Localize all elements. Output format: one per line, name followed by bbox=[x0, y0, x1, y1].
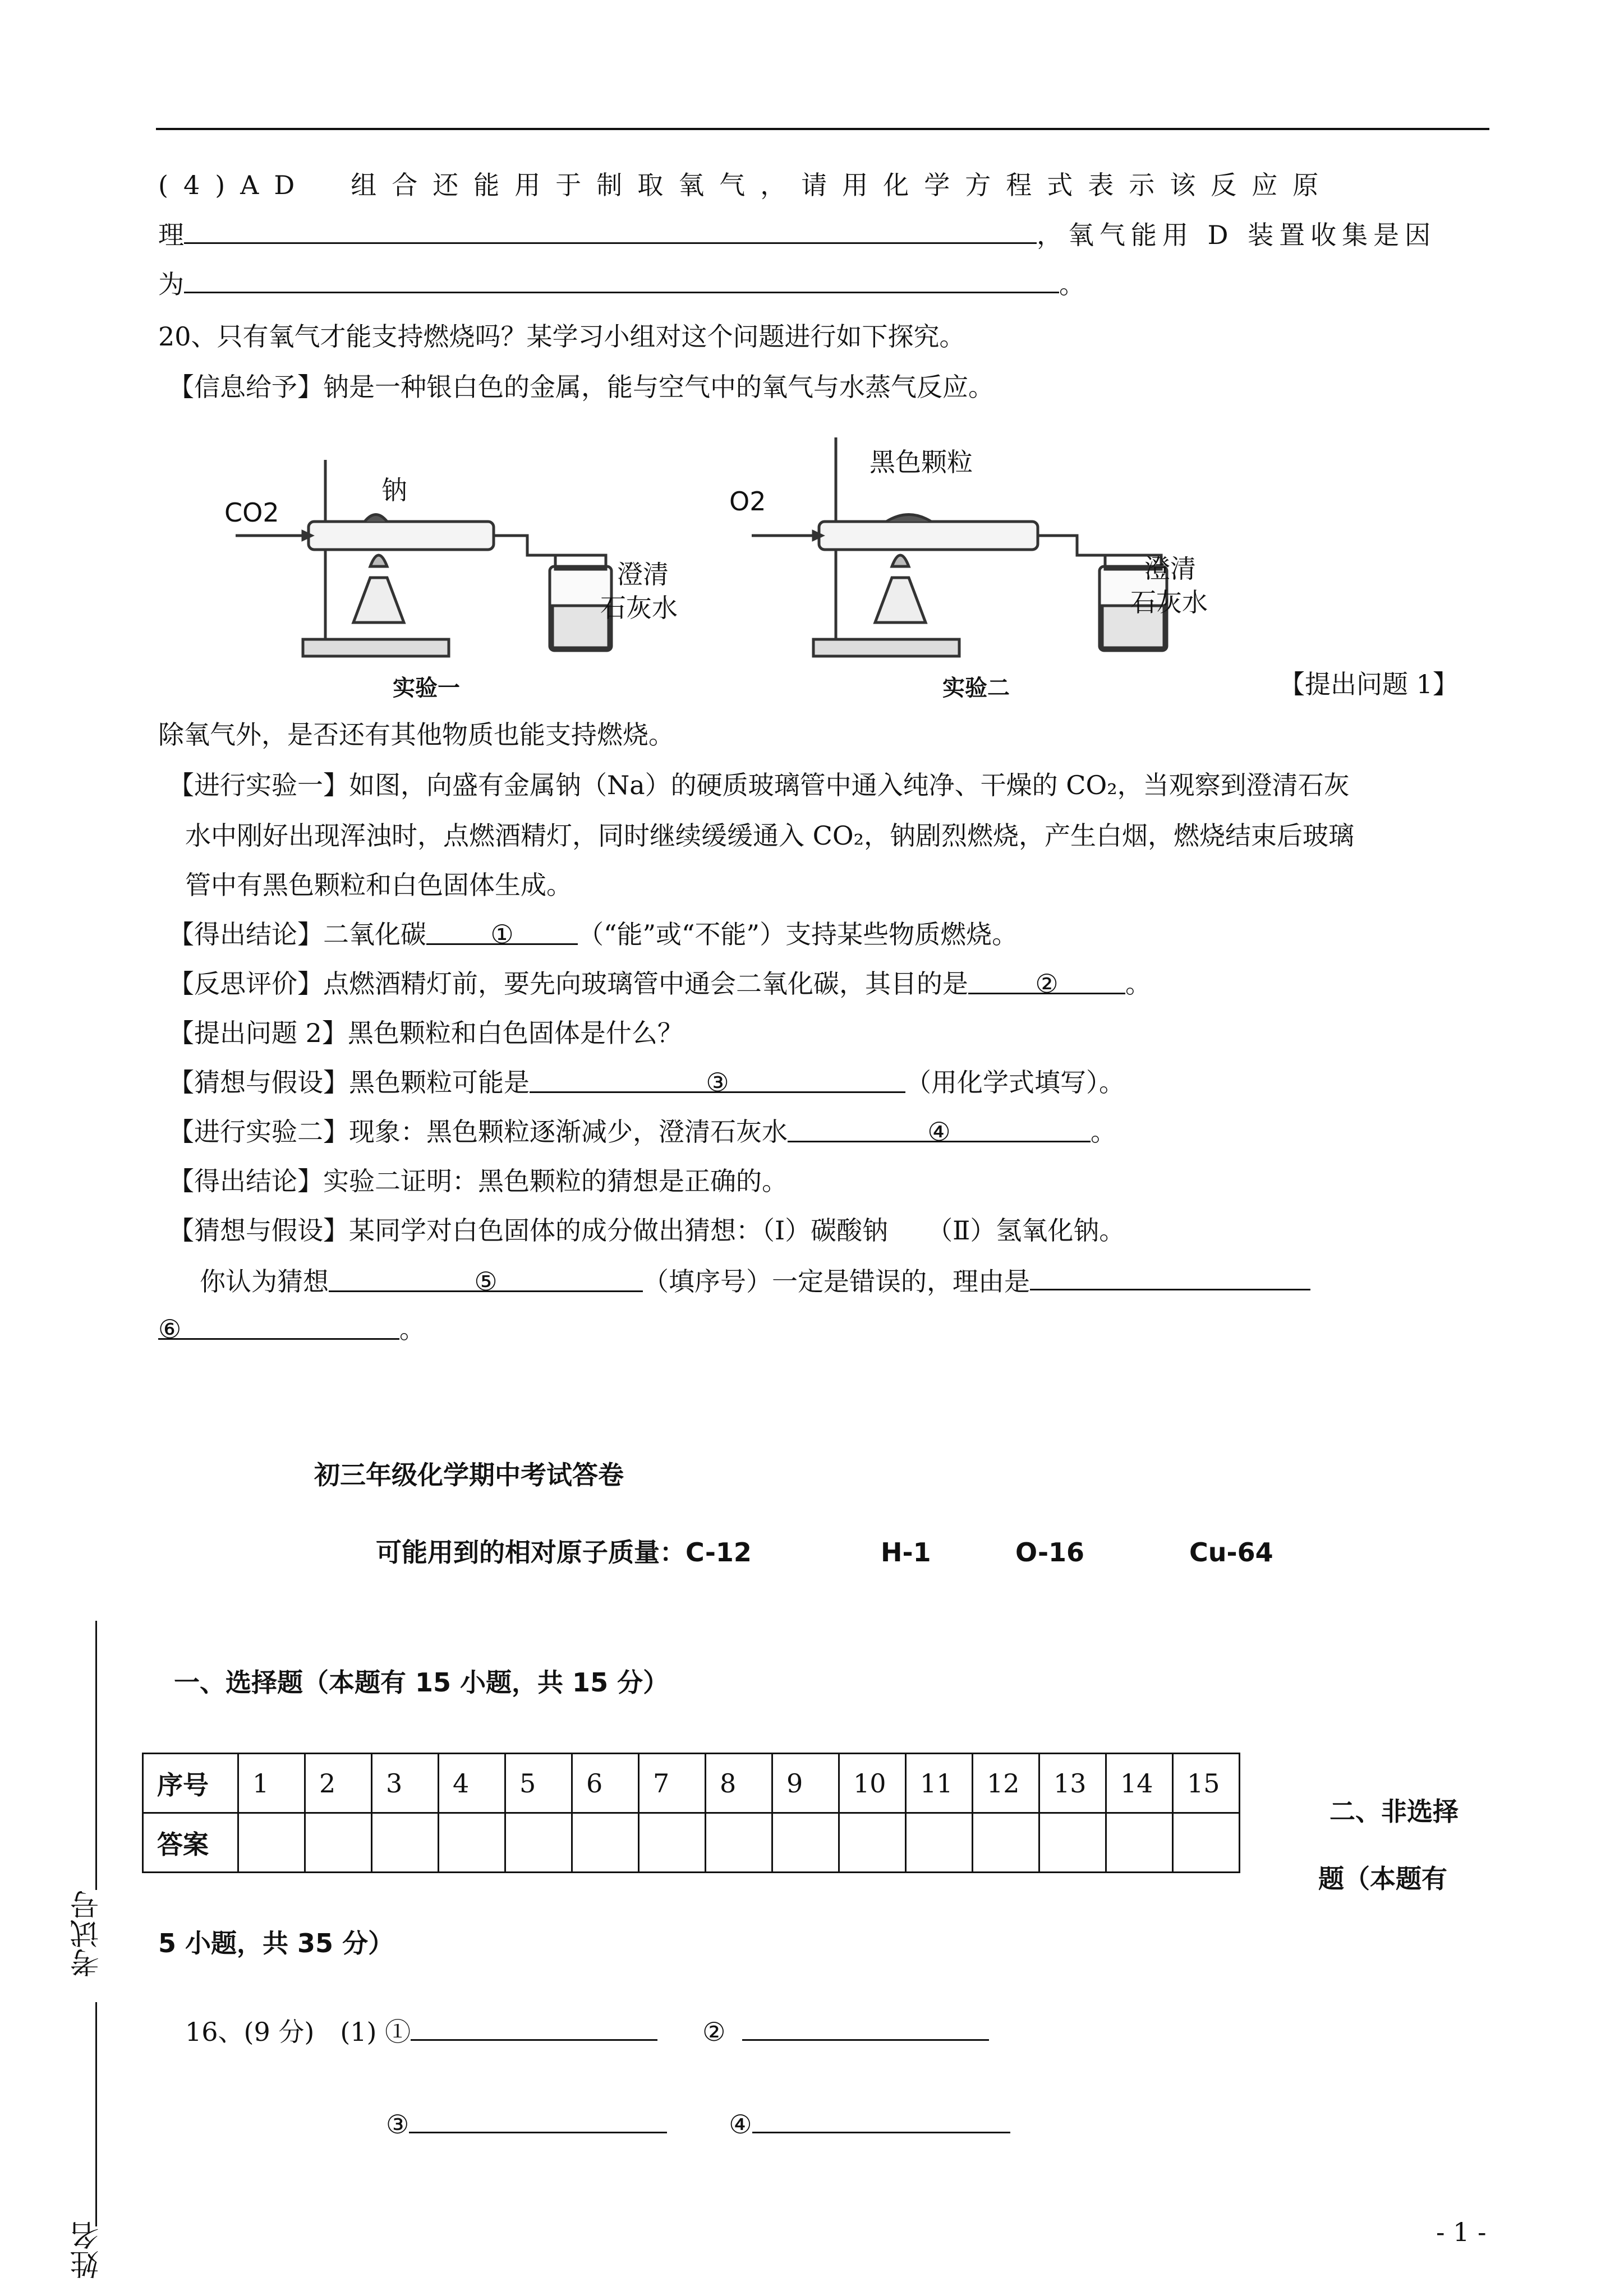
q20-reason-line bbox=[158, 1312, 425, 1346]
q19-line3-suffix: 。 bbox=[1059, 269, 1085, 299]
table-cell-number: 2 bbox=[305, 1754, 372, 1813]
atomic-mass-h: H-1 bbox=[881, 1537, 931, 1567]
exp1-caption: 实验一 bbox=[393, 675, 460, 701]
table-cell-number: 3 bbox=[372, 1754, 439, 1813]
q19-line2-prefix: 理 bbox=[158, 220, 184, 250]
table-cell-number: 7 bbox=[639, 1754, 706, 1813]
answer-cell[interactable] bbox=[439, 1813, 505, 1873]
hypothesis1-suffix: （用化学式填写）。 bbox=[905, 1067, 1125, 1098]
q16-label: 16、(9 分) (1) ① bbox=[185, 2017, 411, 2047]
answer-blank[interactable] bbox=[409, 2106, 667, 2133]
conclusion1-prefix: 【得出结论】二氧化碳 bbox=[168, 919, 426, 949]
q19-line2-suffix: ，氧气能用 D 装置收集是因 bbox=[1037, 220, 1437, 250]
answer-blank-3[interactable]: ③ bbox=[530, 1066, 905, 1093]
atomic-mass-cu: Cu-64 bbox=[1189, 1537, 1273, 1567]
exp2-gas-label: O2 bbox=[729, 486, 766, 517]
answer-cell[interactable] bbox=[238, 1813, 305, 1873]
answer-blank-6a[interactable] bbox=[1030, 1263, 1310, 1290]
answer-sheet-title: 初三年级化学期中考试答卷 bbox=[314, 1460, 624, 1490]
evaluation-suffix: 。 bbox=[1125, 969, 1151, 999]
q20-experiment1-line3: 管中有黑色颗粒和白色固体生成。 bbox=[185, 870, 572, 900]
guess-end: 。 bbox=[399, 1314, 425, 1344]
answer-table bbox=[142, 1753, 1240, 1873]
name-label: 姓名 bbox=[71, 2221, 104, 2279]
q20-experiment1-line1: 【进行实验一】如图，向盛有金属钠（Na）的硬质玻璃管中通入纯净、干燥的 CO₂，当观察到澄清石灰 bbox=[168, 770, 1350, 800]
exp2-bottle-label-2: 石灰水 bbox=[1130, 587, 1208, 617]
answer-blank-6[interactable]: ⑥ bbox=[158, 1312, 399, 1340]
table-row-numbers bbox=[143, 1754, 1240, 1813]
q16-c3: ③ bbox=[386, 2109, 410, 2140]
q19-part4-line3 bbox=[158, 266, 1085, 301]
answer-blank[interactable] bbox=[411, 2013, 657, 2041]
q16-line2 bbox=[386, 2106, 1010, 2141]
experiment-1-diagram bbox=[213, 437, 718, 707]
answer-cell[interactable] bbox=[839, 1813, 906, 1873]
q20-question1-text: 除氧气外，是否还有其他物质也能支持燃烧。 bbox=[158, 720, 674, 750]
table-cell-number: 10 bbox=[839, 1754, 906, 1813]
answer-blank-5[interactable]: ⑤ bbox=[329, 1265, 643, 1292]
exp1-gas-label: CO2 bbox=[224, 497, 279, 528]
table-cell-number: 8 bbox=[706, 1754, 772, 1813]
exp2-bottle-label-1: 澄清 bbox=[1144, 554, 1196, 584]
table-cell-number: 14 bbox=[1106, 1754, 1173, 1813]
exam-number-label: 考试号 bbox=[71, 1890, 104, 1977]
q20-experiment2 bbox=[168, 1115, 1116, 1149]
table-cell-number: 6 bbox=[572, 1754, 639, 1813]
atomic-mass-o: O-16 bbox=[1015, 1537, 1085, 1567]
table-head-answer: 答案 bbox=[143, 1813, 238, 1873]
answer-cell[interactable] bbox=[1106, 1813, 1173, 1873]
q16-line1 bbox=[185, 2013, 989, 2049]
section1-heading: 一、选择题（本题有 15 小题，共 15 分） bbox=[174, 1667, 669, 1698]
answer-cell[interactable] bbox=[706, 1813, 772, 1873]
answer-blank[interactable] bbox=[184, 266, 1059, 293]
answer-blank[interactable] bbox=[752, 2106, 1010, 2133]
section2-heading-line3: 5 小题，共 35 分） bbox=[158, 1928, 394, 1958]
page-number: - 1 - bbox=[1436, 2217, 1487, 2247]
q20-experiment1-line2: 水中刚好出现浑浊时，点燃酒精灯，同时继续缓缓通入 CO₂，钠剧烈燃烧，产生白烟，燃烧结束后玻璃 bbox=[185, 820, 1354, 851]
hypothesis1-prefix: 【猜想与假设】黑色颗粒可能是 bbox=[168, 1067, 530, 1098]
experiment2-prefix: 【进行实验二】现象：黑色颗粒逐渐减少，澄清石灰水 bbox=[168, 1117, 788, 1147]
atomic-mass-label: 可能用到的相对原子质量：C-12 bbox=[376, 1537, 752, 1567]
table-cell-number: 11 bbox=[906, 1754, 973, 1813]
table-row-answers bbox=[143, 1813, 1240, 1873]
exp1-reagent-label: 钠 bbox=[381, 475, 407, 505]
q20-conclusion1 bbox=[168, 918, 1018, 951]
q19-part4-line1: (4)AD 组合还能用于制取氧气，请用化学方程式表示该反应原 bbox=[158, 170, 1334, 200]
answer-cell[interactable] bbox=[639, 1813, 706, 1873]
table-head-number: 序号 bbox=[143, 1754, 238, 1813]
header-rule bbox=[156, 128, 1489, 130]
answer-cell[interactable] bbox=[772, 1813, 839, 1873]
guess-prefix: 你认为猜想 bbox=[200, 1266, 329, 1297]
exp1-bottle-label-2: 石灰水 bbox=[600, 593, 678, 623]
section2-heading-line1: 二、非选择 bbox=[1329, 1796, 1459, 1827]
q20-info: 【信息给予】钠是一种银白色的金属，能与空气中的氧气与水蒸气反应。 bbox=[168, 372, 994, 402]
q20-conclusion2: 【得出结论】实验二证明：黑色颗粒的猜想是正确的。 bbox=[168, 1166, 788, 1196]
exp1-bottle-label-1: 澄清 bbox=[617, 559, 669, 589]
answer-blank-2[interactable]: ② bbox=[968, 967, 1125, 994]
answer-cell[interactable] bbox=[1173, 1813, 1240, 1873]
exp2-caption: 实验二 bbox=[942, 675, 1010, 701]
table-cell-number: 1 bbox=[238, 1754, 305, 1813]
q16-c4: ④ bbox=[729, 2109, 752, 2140]
q20-guess-line bbox=[200, 1263, 1310, 1298]
q19-line3-prefix: 为 bbox=[158, 269, 184, 299]
answer-cell[interactable] bbox=[572, 1813, 639, 1873]
table-cell-number: 13 bbox=[1039, 1754, 1106, 1813]
q16-c2: ② bbox=[702, 2017, 726, 2047]
q20-title: 20、只有氧气才能支持燃烧吗？某学习小组对这个问题进行如下探究。 bbox=[158, 321, 965, 352]
table-cell-number: 5 bbox=[505, 1754, 572, 1813]
experiment2-suffix: 。 bbox=[1091, 1117, 1116, 1147]
q20-question1-label: 【提出问题 1】 bbox=[1279, 669, 1459, 699]
table-cell-number: 12 bbox=[973, 1754, 1039, 1813]
answer-cell[interactable] bbox=[305, 1813, 372, 1873]
table-cell-number: 15 bbox=[1173, 1754, 1240, 1813]
answer-blank[interactable] bbox=[184, 216, 1037, 244]
answer-cell[interactable] bbox=[1039, 1813, 1106, 1873]
q20-hypothesis2: 【猜想与假设】某同学对白色固体的成分做出猜想：（Ⅰ）碳酸钠 （Ⅱ）氢氧化钠。 bbox=[168, 1215, 1125, 1246]
table-cell-number: 4 bbox=[439, 1754, 505, 1813]
answer-cell[interactable] bbox=[973, 1813, 1039, 1873]
conclusion1-suffix: （“能”或“不能”）支持某些物质燃烧。 bbox=[578, 919, 1018, 949]
side-rule-top bbox=[95, 1621, 97, 1890]
table-cell-number: 9 bbox=[772, 1754, 839, 1813]
answer-blank-4[interactable]: ④ bbox=[788, 1115, 1091, 1142]
side-rule-bottom bbox=[95, 2002, 97, 2226]
guess-mid: （填序号）一定是错误的，理由是 bbox=[643, 1266, 1030, 1297]
experiment-2-diagram bbox=[718, 426, 1268, 707]
q20-hypothesis1 bbox=[168, 1066, 1125, 1099]
q20-question2: 【提出问题 2】黑色颗粒和白色固体是什么？ bbox=[168, 1018, 683, 1048]
section2-heading-line2: 题（本题有 bbox=[1318, 1864, 1447, 1894]
answer-cell[interactable] bbox=[372, 1813, 439, 1873]
exp2-reagent-label: 黑色颗粒 bbox=[869, 447, 973, 477]
answer-blank[interactable] bbox=[742, 2013, 989, 2041]
q20-evaluation bbox=[168, 967, 1151, 1001]
evaluation-prefix: 【反思评价】点燃酒精灯前，要先向玻璃管中通会二氧化碳，其目的是 bbox=[168, 969, 968, 999]
answer-cell[interactable] bbox=[505, 1813, 572, 1873]
answer-blank-1[interactable]: ① bbox=[426, 918, 578, 945]
answer-cell[interactable] bbox=[906, 1813, 973, 1873]
q19-part4-line2 bbox=[158, 216, 1436, 252]
